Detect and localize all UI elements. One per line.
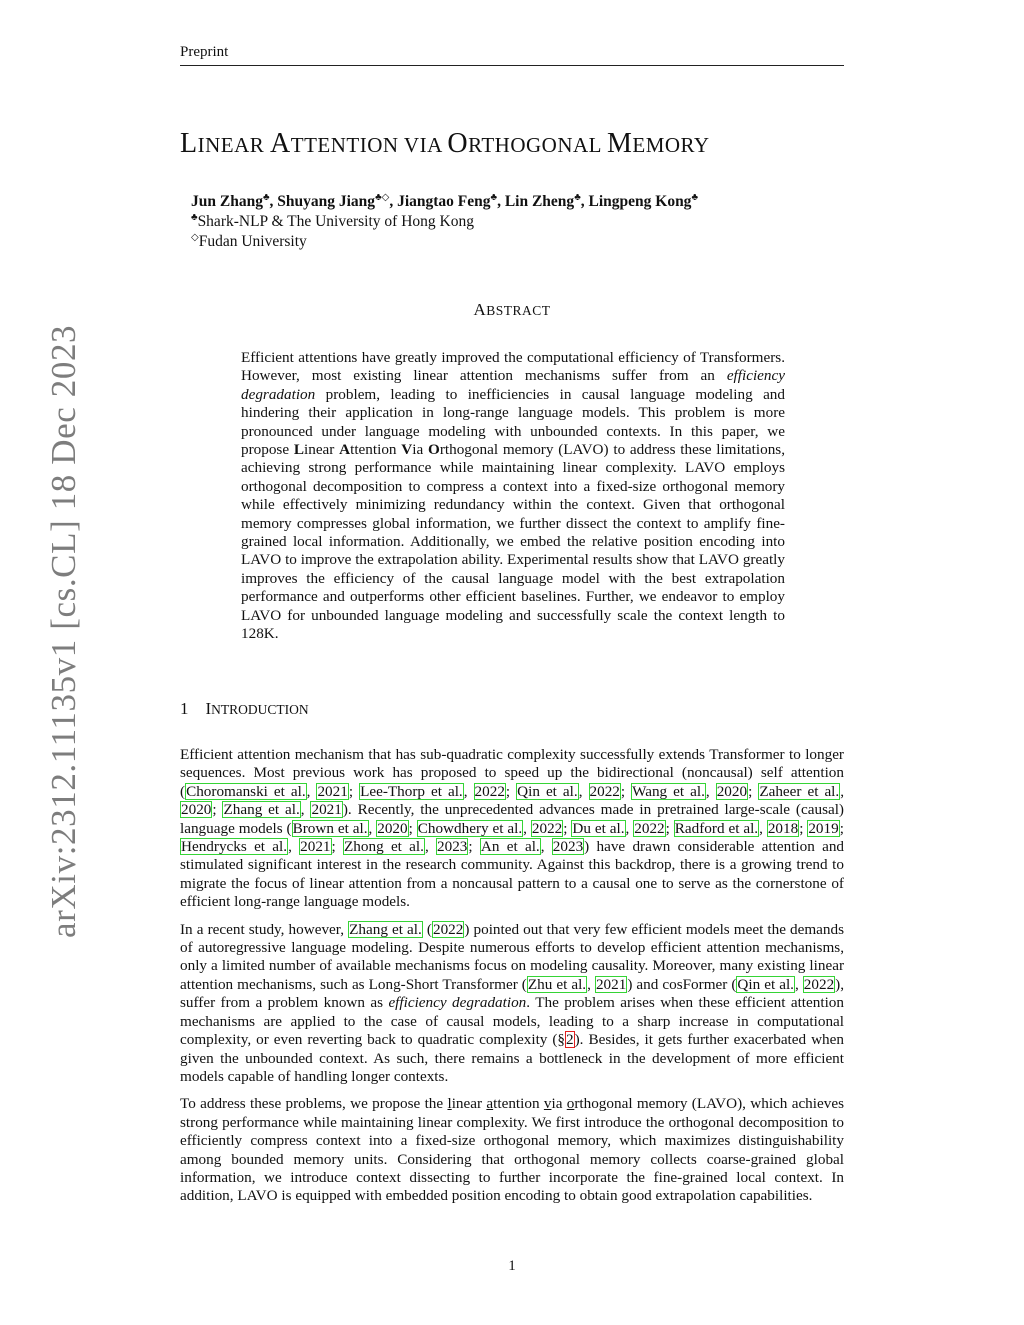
body-text: In a recent study, however,	[180, 920, 349, 938]
citation-link[interactable]: Chowdhery et al.	[417, 819, 523, 837]
acronym-letter: a	[486, 1095, 494, 1113]
abstract-text: Efficient attentions have greatly improved the computational efficiency of Transformers. However, most existing linear attention mechanisms suffer from an	[241, 349, 785, 385]
body-text: ttention	[493, 1095, 544, 1113]
title-w2-cap: A	[270, 128, 291, 159]
citation-year-link[interactable]: 2022	[589, 782, 620, 800]
citation-link[interactable]: Zhang et al.	[349, 920, 422, 938]
author-name: Jun Zhang	[191, 193, 263, 211]
title-w4-rest: EMORY	[632, 133, 710, 157]
author-name: , Lin Zheng	[497, 193, 575, 211]
acronym-letter: A	[339, 441, 351, 459]
model-name: LAVO	[241, 551, 282, 569]
citation-link[interactable]: Wang et al.	[632, 782, 705, 800]
citation-year-link[interactable]: 2021	[317, 782, 348, 800]
citation-link[interactable]: Zaheer et al.	[759, 782, 840, 800]
title-w1-rest: INEAR	[197, 133, 271, 157]
citation-year-link[interactable]: 2022	[803, 975, 835, 993]
citation-link[interactable]: An et al.	[480, 838, 540, 856]
affiliation-1	[191, 212, 474, 231]
citation-link[interactable]: Brown et al.	[292, 819, 368, 837]
abstract-text: to improve the extrapolation ability. Experimental results show that	[281, 551, 699, 569]
arxiv-stamp[interactable]: arXiv:2312.11135v1 [cs.CL] 18 Dec 2023	[44, 324, 83, 938]
affiliation-mark: ♣	[191, 212, 198, 223]
abstract-emphasis: efficiency degradation	[241, 367, 785, 403]
section-title-rest: NTRODUCTION	[211, 702, 309, 717]
body-emphasis: efficiency degradation	[388, 994, 527, 1012]
citation-link[interactable]: Hendrycks et al.	[181, 838, 288, 856]
citation-link[interactable]: Radford et al.	[674, 819, 759, 837]
intro-paragraph-3	[180, 1095, 844, 1205]
abstract-heading-cap: A	[473, 300, 487, 319]
model-name: LAVO	[698, 551, 739, 569]
body-text: To address these problems, we propose the	[180, 1095, 448, 1113]
affiliation-mark: ♣	[490, 192, 498, 203]
body-text: rthogonal memory (	[574, 1095, 697, 1113]
abstract-body	[241, 349, 785, 644]
citation-link[interactable]: Zhang et al.	[223, 801, 300, 819]
abstract-heading-rest: BSTRACT	[486, 303, 551, 318]
citation-link[interactable]: Qin et al.	[517, 782, 578, 800]
body-text: inear	[451, 1095, 487, 1113]
title-w3-rest: RTHOGONAL	[468, 133, 607, 157]
author-list	[191, 192, 698, 211]
abstract-text: ) to address these limitations, achieving strong performance while maintaining linear complexity.	[241, 441, 786, 477]
abstract-text: ttention	[350, 441, 402, 459]
model-name: LAVO	[237, 1187, 278, 1205]
author-name: , Shuyang Jiang	[269, 193, 376, 211]
acronym-letter: l	[447, 1095, 452, 1113]
acronym-letter: V	[401, 441, 413, 459]
acronym-letter: o	[566, 1095, 575, 1113]
section-title-cap: I	[205, 699, 212, 718]
introduction-body	[180, 746, 844, 1215]
citation-year-link[interactable]: 2023	[437, 838, 468, 856]
title-w3-cap: O	[447, 128, 469, 159]
body-text: ) and cosFormer (	[627, 975, 737, 993]
body-text: ), suffer from a problem known as	[180, 975, 845, 1012]
citation-year-link[interactable]: 2022	[474, 782, 505, 800]
citation-link[interactable]: Zhu et al.	[527, 975, 587, 993]
citation-year-link[interactable]: 2022	[432, 920, 464, 938]
running-head: Preprint	[180, 44, 229, 60]
abstract-text: ia	[412, 441, 429, 459]
abstract-text: inear	[304, 441, 340, 459]
abstract-text: rthogonal memory (	[439, 441, 564, 459]
affiliation-text: Fudan University	[198, 233, 307, 251]
acronym-letter: v	[543, 1095, 552, 1113]
citation-link[interactable]: Du et al.	[572, 819, 625, 837]
affiliation-mark: ♣	[262, 192, 270, 203]
section-number: 1	[180, 699, 189, 718]
body-text: ), which achieves strong performance while maintaining linear complexity. We first introduce the orthogonal decomposition to efficiently compress context into a fixed-size orthogonal memory, which maximizes distinguishability among bounded memory units. Considering that orthogonal memory collects coarse-grained global information, we introduce context dissecting to further incorporate the fine-grained local context. In addition,	[180, 1095, 844, 1205]
body-text: ). Recently, the unprecedented advances made in pretrained large-scale (causal) language models (	[180, 801, 844, 837]
title-w4-cap: M	[606, 128, 633, 159]
abstract-text: greatly improves the efficiency of the causal language model with the best extrapolation performance and outperforms other efficient baselines. Further, we endeavor to employ	[241, 551, 785, 606]
model-name: LAVO	[563, 441, 604, 459]
affiliation-mark: ♣	[691, 192, 698, 203]
intro-paragraph-1: Efficient attention mechanism that has sub-quadratic complexity successfully extends Transformer to longer sequences. Most previous work has proposed to speed up the bidirectional (noncausal) self attention (Choromanski et al., 2021; Lee-Thorp et al., 2022; Qin et al., 2022; Wang et al., 2020; Zaheer et al., 2020; Zhang et al., 2021). Recently, the unprecedented advances made in pretrained large-scale (causal) language models (Brown et al., 2020; Chowdhery et al., 2022; Du et al., 2022; Radford et al., 2018; 2019; Hendrycks et al., 2021; Zhong et al., 2023; An et al., 2023) have drawn considerable attention and stimulated significant interest in the research community. Against this backdrop, there is a growing trend to migrate the focus of linear attention from a noncausal pattern to a causal one to serve as the cornerstone of efficient long-range language models.	[180, 746, 845, 911]
model-name: LAVO	[241, 606, 282, 624]
section-heading-introduction	[180, 699, 309, 719]
body-text: pointed out that very few efficient models meet the demands of autoregressive language modeling. Despite numerous efforts to develop efficient attention mechanisms, only a limited number of available mechanisms focus on modeling causality. Moreover, many existing linear attention mechanisms, such as Long-Short Transformer (	[180, 920, 845, 993]
body-text: . The problem arises when these efficient attention mechanisms are applied to the case of causal models, leading to a sharp increase in computational complexity, or even reverting back to quadratic complexity (§	[180, 994, 844, 1049]
citation-year-link[interactable]: 2020	[181, 801, 212, 819]
body-text: is equipped with embedded position encoding to obtain good extrapolation capabilities.	[277, 1187, 813, 1205]
paper-title	[180, 128, 710, 160]
model-name: LAVO	[696, 1095, 738, 1113]
citation-year-link[interactable]: 2023	[552, 838, 584, 856]
abstract-text: for unbounded language modeling and successfully scale the context length to 128K.	[241, 606, 785, 643]
intro-paragraph-2: In a recent study, however, Zhang et al. (2022) pointed out that very few efficient models meet the demands of autoregressive language modeling. Despite numerous efforts to develop efficient attention mechanisms, only a limited number of available mechanisms focus on modeling causality. Moreover, many existing linear attention mechanisms, such as Long-Short Transformer (Zhu et al., 2021) and cosFormer (Qin et al., 2022), suffer from a problem known as efficiency degradation. The problem arises when these efficient attention mechanisms are applied to the case of causal models, leading to a sharp increase in computational complexity, or even reverting back to quadratic complexity (§2). Besides, it gets further exacerbated when given the unbounded context. As such, there remains a bottleneck in the development of more efficient models capable of handling longer contexts.	[180, 920, 845, 1085]
page-number: 1	[508, 1258, 516, 1274]
citation-year-link[interactable]: 2021	[595, 975, 627, 993]
citation-link[interactable]: Choromanski et al.	[186, 782, 306, 800]
affiliation-2	[191, 232, 307, 251]
citation-year-link[interactable]: 2018	[767, 819, 799, 837]
citation-link[interactable]: Zhong et al.	[344, 838, 424, 856]
body-text: ). Besides, it gets further exacerbated when given the unbounded context. As such, there remains a bottleneck in the development of more efficient models capable of handling longer contexts.	[180, 1031, 844, 1085]
header-rule	[180, 65, 844, 66]
abstract-text: problem, leading to inefficiencies in causal language modeling and hindering their application in long-range language models. This problem is more pronounced under language modeling with unbounded contexts. In this paper, we propose	[241, 385, 785, 459]
title-w1-cap: L	[180, 128, 198, 159]
affiliation-mark: ♣	[574, 192, 581, 203]
abstract-heading	[0, 300, 1024, 320]
author-name: , Lingpeng Kong	[580, 193, 692, 211]
affiliation-mark: ◇	[191, 232, 199, 243]
citation-year-link[interactable]: 2022	[634, 819, 665, 837]
body-text: ia	[551, 1095, 567, 1113]
citation-year-link[interactable]: 2020	[716, 782, 748, 800]
body-text: ) have drawn considerable attention and stimulated significant interest in the research community. Against this backdrop, there is a growing trend to migrate the focus of linear attention from a noncausal pattern to a causal one to serve as the cornerstone of efficient long-range language models.	[180, 838, 845, 911]
citation-year-link[interactable]: 2020	[377, 819, 408, 837]
acronym-letter: O	[428, 441, 440, 459]
citation-link[interactable]: Qin et al.	[737, 975, 794, 993]
abstract-text: employs orthogonal decomposition to compress a context into a fixed-size orthogonal memory while effectively minimizing redundancy within the context. Given that orthogonal memory compresses global information, we further dissect the context to amplify fine-grained local information. Additionally, we embed the relative position encoding into	[241, 459, 785, 551]
affiliation-text: Shark-NLP & The University of Hong Kong	[197, 213, 474, 231]
section-reference-link[interactable]: 2	[566, 1031, 574, 1049]
citation-year-link[interactable]: 2022	[531, 819, 563, 837]
author-name: , Jiangtao Feng	[389, 193, 491, 211]
affiliation-mark: ♣◇	[375, 192, 390, 203]
citation-link[interactable]: Lee-Thorp et al.	[360, 782, 463, 800]
acronym-letter: L	[293, 441, 304, 459]
body-text: Efficient attention mechanism that has sub-quadratic complexity successfully extends Transformer to longer sequences. Most previous work has proposed to speed up the bidirectional (noncausal) self attention (	[180, 746, 844, 800]
model-name: LAVO	[684, 459, 726, 477]
citation-year-link[interactable]: 2021	[300, 838, 331, 856]
title-w2-rest: TTENTION VIA	[290, 133, 448, 157]
citation-year-link[interactable]: 2019	[808, 819, 839, 837]
citation-year-link[interactable]: 2021	[311, 801, 342, 819]
